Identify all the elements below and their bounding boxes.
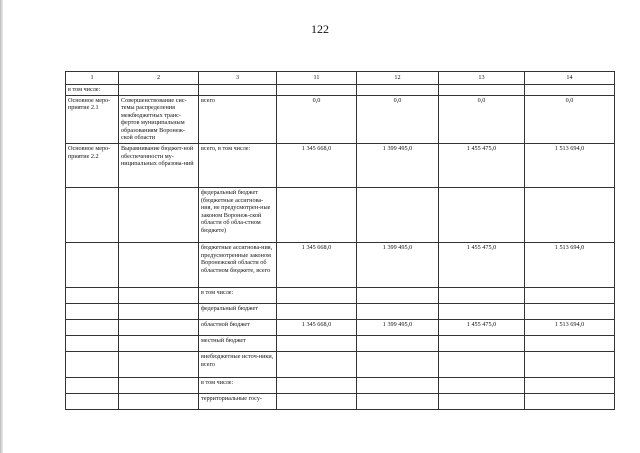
table-row [66, 393, 615, 409]
header-cell: 12 [357, 72, 439, 85]
value-cell: 1 455 475,0 [439, 242, 525, 287]
value-cell: 0,0 [439, 95, 525, 143]
value-cell: 1 345 668,0 [277, 319, 357, 335]
description-cell [119, 242, 199, 287]
value-cell: 1 513 694,0 [525, 319, 615, 335]
value-cell [525, 187, 615, 242]
table-row [66, 95, 615, 143]
source-cell: областной бюджет [199, 319, 277, 335]
measure-cell: в том числе: [66, 85, 119, 96]
value-cell [525, 287, 615, 303]
description-cell [119, 335, 199, 351]
value-cell [439, 351, 525, 377]
source-cell: федеральный бюджет (бюджетные ассигнова-ния, не предусмотрен-ные законом Воронеж-ской области об обла-стном бюджете) [199, 187, 277, 242]
value-cell: 0,0 [357, 95, 439, 143]
source-cell: местный бюджет [199, 335, 277, 351]
value-cell: 1 345 668,0 [277, 242, 357, 287]
measure-cell [66, 287, 119, 303]
budget-table [65, 71, 615, 410]
measure-cell [66, 303, 119, 319]
value-cell: 1 455 475,0 [439, 319, 525, 335]
value-cell [525, 351, 615, 377]
value-cell [525, 335, 615, 351]
value-cell [357, 85, 439, 96]
table-row [66, 187, 615, 242]
header-cell: 14 [525, 72, 615, 85]
measure-cell [66, 242, 119, 287]
measure-cell [66, 319, 119, 335]
header-cell: 13 [439, 72, 525, 85]
value-cell: 0,0 [525, 95, 615, 143]
source-cell: в том числе: [199, 287, 277, 303]
measure-cell [66, 351, 119, 377]
source-cell: территориальные госу- [199, 393, 277, 409]
source-cell: бюджетные ассигнова-ния, предусмотренные законом Воронежской области об областном бюджете, всего [199, 242, 277, 287]
table-row [66, 319, 615, 335]
source-cell: в том числе: [199, 377, 277, 393]
value-cell: 1 399 495,0 [357, 319, 439, 335]
value-cell [525, 393, 615, 409]
value-cell [357, 303, 439, 319]
source-cell: всего [199, 95, 277, 143]
value-cell [277, 351, 357, 377]
table-row [66, 287, 615, 303]
value-cell: 1 455 475,0 [439, 143, 525, 187]
table-row [66, 143, 615, 187]
value-cell [277, 85, 357, 96]
description-cell [119, 351, 199, 377]
value-cell [525, 303, 615, 319]
measure-cell: Основное меро-приятие 2.1 [66, 95, 119, 143]
measure-cell [66, 393, 119, 409]
measure-cell [66, 377, 119, 393]
table-row [66, 85, 615, 96]
value-cell [525, 85, 615, 96]
table-row [66, 303, 615, 319]
description-cell [119, 377, 199, 393]
value-cell [357, 377, 439, 393]
value-cell: 1 399 495,0 [357, 242, 439, 287]
source-cell: внебюджетные источ-ники, всего [199, 351, 277, 377]
source-cell: федеральный бюджет [199, 303, 277, 319]
table-row [66, 351, 615, 377]
value-cell: 1 399 495,0 [357, 143, 439, 187]
value-cell [277, 303, 357, 319]
description-cell [119, 187, 199, 242]
measure-cell [66, 335, 119, 351]
description-cell [119, 303, 199, 319]
table-row [66, 335, 615, 351]
scan-edge [0, 0, 3, 453]
source-cell [199, 85, 277, 96]
value-cell [277, 187, 357, 242]
description-cell [119, 319, 199, 335]
value-cell [357, 335, 439, 351]
value-cell: 1 513 694,0 [525, 143, 615, 187]
value-cell [277, 393, 357, 409]
value-cell [439, 335, 525, 351]
header-cell: 1 [66, 72, 119, 85]
value-cell [439, 303, 525, 319]
header-cell: 2 [119, 72, 199, 85]
value-cell [357, 287, 439, 303]
value-cell [439, 393, 525, 409]
source-cell: всего, в том числе: [199, 143, 277, 187]
value-cell [439, 187, 525, 242]
value-cell [439, 85, 525, 96]
table-header-row [66, 72, 615, 85]
description-cell: Совершенствование сис-темы распределения межбюджетных транс-фертов муниципальным образованиям Воронеж-ской области [119, 95, 199, 143]
value-cell [357, 351, 439, 377]
description-cell [119, 287, 199, 303]
value-cell: 0,0 [277, 95, 357, 143]
value-cell [277, 335, 357, 351]
description-cell [119, 393, 199, 409]
description-cell: Выравнивание бюджет-ной обеспеченности му-ниципальных образова-ний [119, 143, 199, 187]
value-cell [357, 393, 439, 409]
table-row [66, 377, 615, 393]
value-cell: 1 345 668,0 [277, 143, 357, 187]
value-cell [277, 287, 357, 303]
value-cell [525, 377, 615, 393]
value-cell [277, 377, 357, 393]
table-row [66, 242, 615, 287]
measure-cell: Основное меро-приятие 2.2 [66, 143, 119, 187]
value-cell [439, 377, 525, 393]
value-cell: 1 513 694,0 [525, 242, 615, 287]
page-number: 122 [311, 22, 329, 36]
measure-cell [66, 187, 119, 242]
value-cell [439, 287, 525, 303]
header-cell: 11 [277, 72, 357, 85]
header-cell: 3 [199, 72, 277, 85]
description-cell [119, 85, 199, 96]
value-cell [357, 187, 439, 242]
